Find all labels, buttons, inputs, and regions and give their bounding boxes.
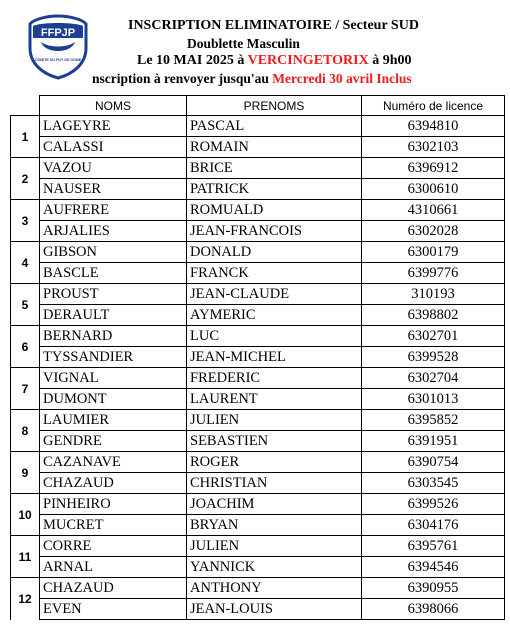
deadline-date: Mercredi 30 avril Inclus <box>272 71 412 86</box>
table-row <box>11 221 505 242</box>
player-licence: 6394810 <box>362 116 505 137</box>
player-nom: CHAZAUD <box>40 473 187 494</box>
player-nom: ARNAL <box>40 557 187 578</box>
player-licence: 6398066 <box>362 599 505 620</box>
deadline-line: nscription à renvoyer jusqu'au Mercredi 30 avril Inclus <box>92 71 412 86</box>
player-licence: 6300179 <box>362 242 505 263</box>
table-row <box>11 431 505 452</box>
player-prenom: YANNICK <box>187 557 362 578</box>
player-licence: 6396912 <box>362 158 505 179</box>
table-header-row <box>11 96 505 116</box>
player-licence: 4310661 <box>362 200 505 221</box>
player-licence: 6395852 <box>362 410 505 431</box>
player-licence: 6302028 <box>362 221 505 242</box>
header-licence: Numéro de licence <box>362 96 505 116</box>
player-licence: 310193 <box>362 284 505 305</box>
title-line: INSCRIPTION ELIMINATOIRE / Secteur SUD <box>128 18 419 33</box>
table-row <box>11 578 505 599</box>
player-nom: CHAZAUD <box>40 578 187 599</box>
header-noms: NOMS <box>40 96 187 116</box>
player-licence: 6302704 <box>362 368 505 389</box>
player-prenom: PATRICK <box>187 179 362 200</box>
player-licence: 6394546 <box>362 557 505 578</box>
player-licence: 6399776 <box>362 263 505 284</box>
player-nom: BERNARD <box>40 326 187 347</box>
table-row <box>11 515 505 536</box>
player-prenom: SEBASTIEN <box>187 431 362 452</box>
player-licence: 6302701 <box>362 326 505 347</box>
team-number: 9 <box>11 452 40 494</box>
player-nom: VAZOU <box>40 158 187 179</box>
player-nom: CALASSI <box>40 137 187 158</box>
logo-subtext: COMITE DU PUY DE DOME <box>34 58 82 62</box>
player-nom: NAUSER <box>40 179 187 200</box>
player-nom: PINHEIRO <box>40 494 187 515</box>
document-header <box>0 0 510 94</box>
table-row <box>11 263 505 284</box>
table-row <box>11 389 505 410</box>
table-row <box>11 494 505 515</box>
player-licence: 6390955 <box>362 578 505 599</box>
table-row <box>11 410 505 431</box>
header-prenoms: PRENOMS <box>187 96 362 116</box>
team-number: 7 <box>11 368 40 410</box>
table-row <box>11 305 505 326</box>
team-number: 1 <box>11 116 40 158</box>
table-row <box>11 137 505 158</box>
player-nom: BASCLE <box>40 263 187 284</box>
player-prenom: ROMUALD <box>187 200 362 221</box>
table-row <box>11 452 505 473</box>
player-nom: LAGEYRE <box>40 116 187 137</box>
table-row <box>11 200 505 221</box>
player-licence: 6391951 <box>362 431 505 452</box>
team-number: 8 <box>11 410 40 452</box>
player-nom: CORRE <box>40 536 187 557</box>
table-row <box>11 473 505 494</box>
player-prenom: JULIEN <box>187 410 362 431</box>
team-number: 6 <box>11 326 40 368</box>
table-row <box>11 158 505 179</box>
table-row <box>11 599 505 620</box>
team-number: 11 <box>11 536 40 578</box>
team-number: 5 <box>11 284 40 326</box>
player-prenom: CHRISTIAN <box>187 473 362 494</box>
player-licence: 6399526 <box>362 494 505 515</box>
player-prenom: BRICE <box>187 158 362 179</box>
player-prenom: JEAN-MICHEL <box>187 347 362 368</box>
player-licence: 6398802 <box>362 305 505 326</box>
player-prenom: ROMAIN <box>187 137 362 158</box>
player-licence: 6303545 <box>362 473 505 494</box>
table-body <box>11 116 505 620</box>
player-prenom: FRANCK <box>187 263 362 284</box>
player-nom: CAZANAVE <box>40 452 187 473</box>
player-licence: 6302103 <box>362 137 505 158</box>
player-nom: ARJALIES <box>40 221 187 242</box>
player-prenom: LAURENT <box>187 389 362 410</box>
table-row <box>11 347 505 368</box>
team-number: 2 <box>11 158 40 200</box>
team-number: 12 <box>11 578 40 620</box>
player-prenom: FREDERIC <box>187 368 362 389</box>
player-nom: VIGNAL <box>40 368 187 389</box>
player-licence: 6399528 <box>362 347 505 368</box>
category-line: Doublette Masculin <box>187 36 300 51</box>
player-nom: GENDRE <box>40 431 187 452</box>
player-nom: DERAULT <box>40 305 187 326</box>
player-prenom: JEAN-FRANCOIS <box>187 221 362 242</box>
table-row <box>11 179 505 200</box>
player-prenom: BRYAN <box>187 515 362 536</box>
player-licence: 6304176 <box>362 515 505 536</box>
player-prenom: ANTHONY <box>187 578 362 599</box>
player-nom: DUMONT <box>40 389 187 410</box>
player-nom: AUFRERE <box>40 200 187 221</box>
player-prenom: PASCAL <box>187 116 362 137</box>
player-prenom: JULIEN <box>187 536 362 557</box>
table-row <box>11 368 505 389</box>
header-team-number <box>11 96 40 116</box>
table-row <box>11 116 505 137</box>
registration-table <box>10 95 505 620</box>
player-licence: 6300610 <box>362 179 505 200</box>
player-prenom: LUC <box>187 326 362 347</box>
player-prenom: JEAN-CLAUDE <box>187 284 362 305</box>
player-prenom: ROGER <box>187 452 362 473</box>
player-nom: LAUMIER <box>40 410 187 431</box>
player-licence: 6301013 <box>362 389 505 410</box>
player-nom: MUCRET <box>40 515 187 536</box>
table-row <box>11 242 505 263</box>
date-line: Le 10 MAI 2025 à VERCINGETORIX à 9h00 <box>137 53 412 68</box>
svg-text:FFPJP: FFPJP <box>40 27 76 39</box>
registration-table-wrap <box>10 95 504 620</box>
table-row <box>11 326 505 347</box>
table-row <box>11 536 505 557</box>
player-nom: PROUST <box>40 284 187 305</box>
venue-text: VERCINGETORIX <box>247 53 369 68</box>
player-prenom: JEAN-LOUIS <box>187 599 362 620</box>
team-number: 3 <box>11 200 40 242</box>
player-prenom: JOACHIM <box>187 494 362 515</box>
player-nom: EVEN <box>40 599 187 620</box>
table-row <box>11 284 505 305</box>
player-nom: GIBSON <box>40 242 187 263</box>
team-number: 10 <box>11 494 40 536</box>
team-number: 4 <box>11 242 40 284</box>
player-nom: TYSSANDIER <box>40 347 187 368</box>
player-licence: 6390754 <box>362 452 505 473</box>
table-row <box>11 557 505 578</box>
player-prenom: AYMERIC <box>187 305 362 326</box>
player-prenom: DONALD <box>187 242 362 263</box>
player-licence: 6395761 <box>362 536 505 557</box>
